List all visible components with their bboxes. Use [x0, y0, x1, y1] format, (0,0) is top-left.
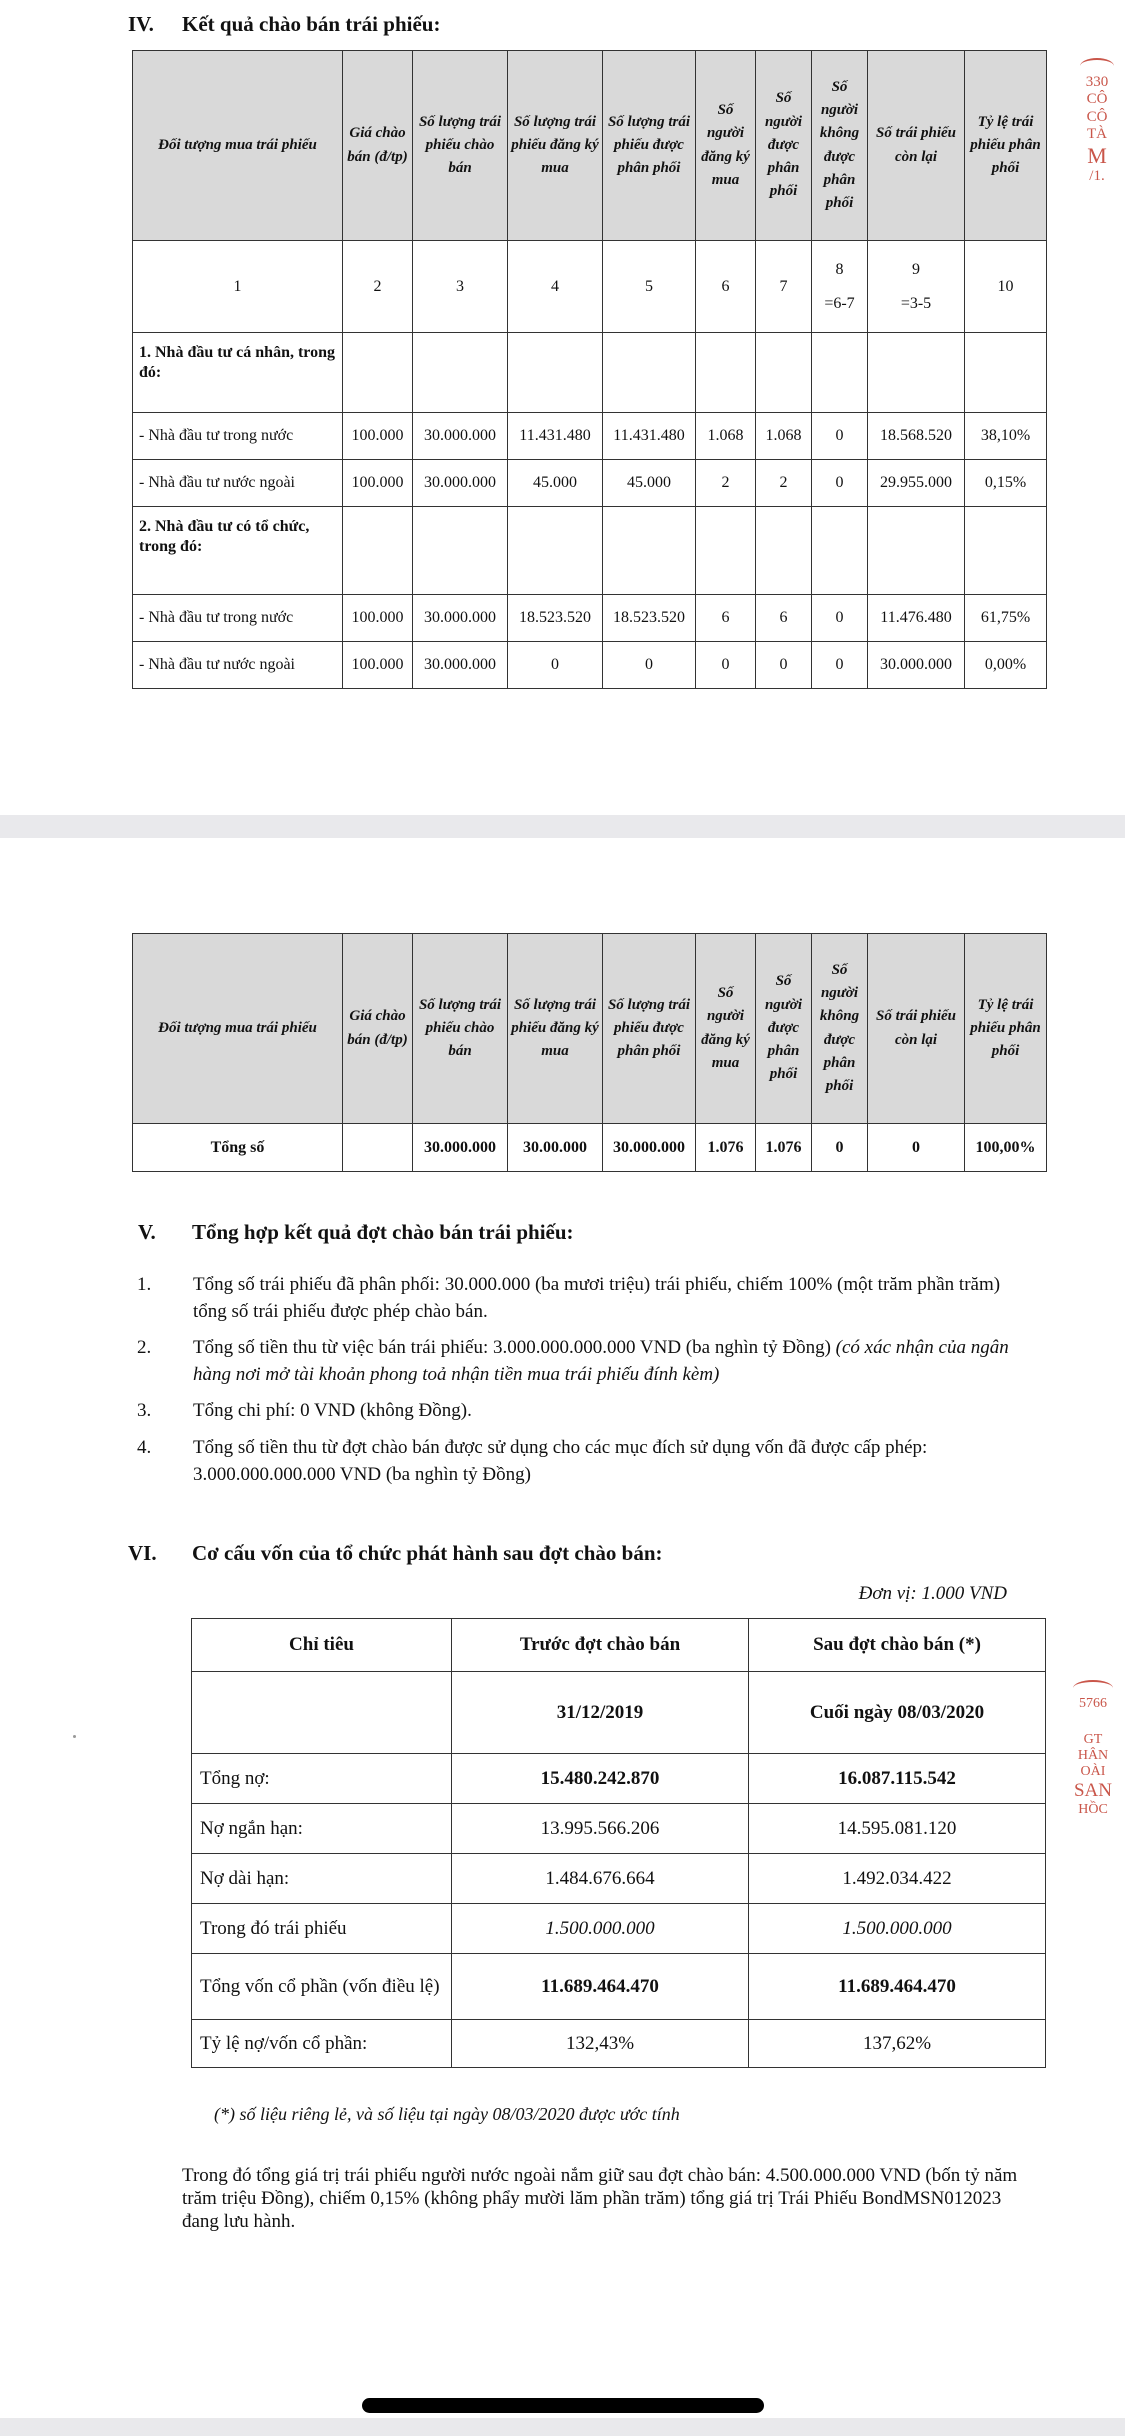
- stamp-arc: [1073, 1680, 1113, 1696]
- col-header: Sau đợt chào bán (*): [749, 1619, 1046, 1672]
- home-indicator[interactable]: [362, 2398, 764, 2413]
- cell: [343, 1124, 413, 1172]
- document-page-1: [0, 0, 1125, 815]
- table-row: [192, 1854, 1046, 1904]
- cell: 100.000: [343, 413, 413, 460]
- header-row: [192, 1619, 1046, 1672]
- col-header: Giá chào bán (đ/tp): [343, 51, 413, 241]
- col-header: Đối tượng mua trái phiếu: [133, 934, 343, 1124]
- col-header: Số lượng trái phiếu chào bán: [413, 51, 508, 241]
- index-cell: 4: [508, 241, 603, 333]
- stamp-text: M: [1087, 143, 1107, 168]
- index-cell: 5: [603, 241, 696, 333]
- index-cell: 6: [696, 241, 756, 333]
- index-cell: [812, 241, 868, 333]
- group-row: [133, 333, 1047, 413]
- item-number: 3.: [137, 1400, 152, 1422]
- row-label: Tỷ lệ nợ/vốn cổ phần:: [192, 2020, 452, 2068]
- col-header: Số người đăng ký mua: [696, 51, 756, 241]
- col-header: Số trái phiếu còn lại: [868, 934, 965, 1124]
- item-text: [193, 1272, 1017, 1325]
- date-row: [192, 1672, 1046, 1754]
- section-4-title: [128, 12, 440, 37]
- cell: 0,00%: [965, 642, 1047, 689]
- cell: 45.000: [508, 460, 603, 507]
- stamp-text: SAN: [1073, 1780, 1112, 1802]
- index-cell: 2: [343, 241, 413, 333]
- bond-total-table: [132, 933, 1047, 1172]
- index-row: [133, 241, 1047, 333]
- section-5-list: [137, 1272, 1017, 1498]
- row-label: Tổng nợ:: [192, 1754, 452, 1804]
- cell: 30.000.000: [413, 413, 508, 460]
- cell: 30.000.000: [413, 642, 508, 689]
- cell: 11.476.480: [868, 595, 965, 642]
- header-row: [133, 51, 1047, 241]
- row-label: - Nhà đầu tư trong nước: [133, 595, 343, 642]
- total-row: [133, 1124, 1047, 1172]
- foreign-holding-paragraph: Trong đó tổng giá trị trái phiếu người nước ngoài nắm giữ sau đợt chào bán: 4.500.000.000 VND (bốn tỷ năm trăm triệu Đồng), chiếm 0,15% (không phẩy mười lăm phần trăm) tổng giá trị Trái Phiếu BondMSN012023 đang lưu hành.: [182, 2165, 1018, 2232]
- col-header: Tỷ lệ trái phiếu phân phối: [965, 934, 1047, 1124]
- stamp-text: OÀI: [1080, 1764, 1106, 1780]
- item-body: Tổng số tiền thu từ đợt chào bán được sử dụng cho các mục đích sử dụng vốn đã được cấp phép: 3.000.000.000.000 VND (ba nghìn tỷ Đồng): [193, 1436, 928, 1485]
- cell: 0: [812, 460, 868, 507]
- table-row: [133, 460, 1047, 507]
- cell: 13.995.566.206: [452, 1804, 749, 1854]
- cell: 137,62%: [749, 2020, 1046, 2068]
- cell: 0: [696, 642, 756, 689]
- bond-results-table: [132, 50, 1047, 689]
- item-number: 2.: [137, 1337, 152, 1359]
- index-number: 9: [912, 260, 920, 278]
- cell: 18.523.520: [508, 595, 603, 642]
- item-number: 4.: [137, 1436, 152, 1458]
- cell: 100.000: [343, 595, 413, 642]
- list-item: [137, 1335, 1017, 1388]
- cell: 0: [812, 1124, 868, 1172]
- row-label: Trong đó trái phiếu: [192, 1904, 452, 1954]
- cell: 1.500.000.000: [749, 1904, 1046, 1954]
- section-4-heading: Kết quả chào bán trái phiếu:: [182, 12, 441, 36]
- col-header: Số trái phiếu còn lại: [868, 51, 965, 241]
- list-item: [137, 1272, 1017, 1325]
- cell: 30.000.000: [868, 642, 965, 689]
- cell: 29.955.000: [868, 460, 965, 507]
- red-stamp-mark-top: [1080, 58, 1114, 186]
- cell: 30.000.000: [413, 595, 508, 642]
- item-text: [193, 1398, 1017, 1425]
- cell: 2: [696, 460, 756, 507]
- red-stamp-mark-bottom: [1073, 1680, 1113, 1818]
- cell: 0: [756, 642, 812, 689]
- section-5-heading: Tổng hợp kết quả đợt chào bán trái phiếu:: [192, 1220, 574, 1244]
- item-body: Tổng số trái phiếu đã phân phối: 30.000.000 (ba mươi triệu) trái phiếu, chiếm 100% (một trăm phần trăm) tổng số trái phiếu được phép chào bán.: [193, 1274, 1001, 1322]
- col-header: Trước đợt chào bán: [452, 1619, 749, 1672]
- cell: 11.689.464.470: [749, 1954, 1046, 2020]
- row-label: - Nhà đầu tư nước ngoài: [133, 460, 343, 507]
- item-italic-note: (có xác nhận của ngân hàng nơi mở tài khoản phong toả nhận tiền mua trái phiếu đính kèm): [193, 1337, 1009, 1385]
- cell: 0: [812, 642, 868, 689]
- index-cell: [868, 241, 965, 333]
- col-header: Tỷ lệ trái phiếu phân phối: [965, 51, 1047, 241]
- stamp-arc: [1080, 58, 1114, 74]
- stamp-text: 330: [1085, 74, 1109, 90]
- footnote: (*) số liệu riêng lẻ, và số liệu tại ngày 08/03/2020 được ước tính: [214, 2104, 680, 2124]
- index-formula: =6-7: [824, 294, 855, 312]
- cell: 1.484.676.664: [452, 1854, 749, 1904]
- cell: 100.000: [343, 642, 413, 689]
- section-4-number: IV.: [128, 12, 154, 36]
- cell: 1.068: [756, 413, 812, 460]
- cell: 0: [603, 642, 696, 689]
- stamp-text: CÔ: [1086, 108, 1108, 125]
- col-header: Đối tượng mua trái phiếu: [133, 51, 343, 241]
- date-before: 31/12/2019: [452, 1672, 749, 1754]
- cell: 1.068: [696, 413, 756, 460]
- col-header: Số lượng trái phiếu đăng ký mua: [508, 934, 603, 1124]
- cell: 6: [696, 595, 756, 642]
- row-label: - Nhà đầu tư trong nước: [133, 413, 343, 460]
- cell: 0: [812, 595, 868, 642]
- cell: 16.087.115.542: [749, 1754, 1046, 1804]
- group-label: 2. Nhà đầu tư có tổ chức, trong đó:: [133, 507, 343, 595]
- col-header: Số người không được phân phối: [812, 51, 868, 241]
- index-number: 8: [835, 260, 844, 278]
- stamp-text: GT: [1083, 1732, 1103, 1748]
- col-header: Số người không được phân phối: [812, 934, 868, 1124]
- row-label: Nợ dài hạn:: [192, 1854, 452, 1904]
- cell: 6: [756, 595, 812, 642]
- index-cell: 7: [756, 241, 812, 333]
- col-header: Giá chào bán (đ/tp): [343, 934, 413, 1124]
- cell: 100,00%: [965, 1124, 1047, 1172]
- stamp-text: TÀ: [1087, 125, 1107, 142]
- section-5-title: [138, 1220, 574, 1245]
- table-row: [192, 1954, 1046, 2020]
- cell: 38,10%: [965, 413, 1047, 460]
- item-text: [193, 1435, 1017, 1488]
- cell: 14.595.081.120: [749, 1804, 1046, 1854]
- item-body: Tổng chi phí: 0 VND (không Đồng).: [193, 1400, 472, 1422]
- cell: 45.000: [603, 460, 696, 507]
- col-header: Chỉ tiêu: [192, 1619, 452, 1672]
- cell: 11.431.480: [508, 413, 603, 460]
- col-header: Số người đăng ký mua: [696, 934, 756, 1124]
- cell: [192, 1672, 452, 1754]
- index-cell: 3: [413, 241, 508, 333]
- stamp-text: HỒC: [1078, 1802, 1108, 1818]
- section-6-heading: Cơ cấu vốn của tổ chức phát hành sau đợt chào bán:: [192, 1541, 663, 1565]
- cell: 1.492.034.422: [749, 1854, 1046, 1904]
- total-label: Tổng số: [133, 1124, 343, 1172]
- capital-structure-table: [191, 1618, 1046, 2068]
- cell: 0: [812, 413, 868, 460]
- stamp-text: 5766: [1079, 1696, 1107, 1711]
- row-label: Nợ ngắn hạn:: [192, 1804, 452, 1854]
- cell: 30.000.000: [413, 1124, 508, 1172]
- stamp-text: /1.: [1089, 168, 1105, 185]
- cell: 18.568.520: [868, 413, 965, 460]
- stamp-text: HÂN: [1077, 1748, 1109, 1764]
- row-label: Tổng vốn cổ phần (vốn điều lệ): [192, 1954, 452, 2020]
- item-number: 1.: [137, 1274, 152, 1295]
- section-6-title: [128, 1541, 663, 1566]
- section-6-number: VI.: [128, 1541, 157, 1565]
- row-label: - Nhà đầu tư nước ngoài: [133, 642, 343, 689]
- item-body: Tổng số tiền thu từ việc bán trái phiếu: 3.000.000.000.000 VND (ba nghìn tỷ Đồng): [193, 1337, 836, 1359]
- cell: 1.076: [696, 1124, 756, 1172]
- cell: 1.076: [756, 1124, 812, 1172]
- cell: 100.000: [343, 460, 413, 507]
- unit-label: Đơn vị: 1.000 VND: [858, 1583, 1007, 1604]
- table-row: [192, 1904, 1046, 1954]
- scan-speck: [73, 1735, 76, 1738]
- list-item: [137, 1398, 1017, 1425]
- col-header: Số người được phân phối: [756, 934, 812, 1124]
- cell: 18.523.520: [603, 595, 696, 642]
- table-row: [133, 413, 1047, 460]
- cell: 15.480.242.870: [452, 1754, 749, 1804]
- group-label: 1. Nhà đầu tư cá nhân, trong đó:: [133, 333, 343, 413]
- index-formula: =3-5: [900, 294, 932, 312]
- cell: 30.000.000: [603, 1124, 696, 1172]
- table-row: [192, 1754, 1046, 1804]
- header-row: [133, 934, 1047, 1124]
- table-row: [192, 1804, 1046, 1854]
- list-item: [137, 1435, 1017, 1488]
- col-header: Số lượng trái phiếu chào bán: [413, 934, 508, 1124]
- cell: 2: [756, 460, 812, 507]
- date-after: Cuối ngày 08/03/2020: [749, 1672, 1046, 1754]
- col-header: Số lượng trái phiếu được phân phối: [603, 51, 696, 241]
- section-5-number: V.: [138, 1220, 156, 1244]
- cell: 11.689.464.470: [452, 1954, 749, 2020]
- index-cell: 1: [133, 241, 343, 333]
- cell: 61,75%: [965, 595, 1047, 642]
- table-row: [133, 642, 1047, 689]
- cell: 30.00.000: [508, 1124, 603, 1172]
- cell: 30.000.000: [413, 460, 508, 507]
- cell: 0: [868, 1124, 965, 1172]
- cell: 1.500.000.000: [452, 1904, 749, 1954]
- cell: 132,43%: [452, 2020, 749, 2068]
- col-header: Số người được phân phối: [756, 51, 812, 241]
- group-row: [133, 507, 1047, 595]
- index-cell: 10: [965, 241, 1047, 333]
- col-header: Số lượng trái phiếu được phân phối: [603, 934, 696, 1124]
- table-row: [133, 595, 1047, 642]
- stamp-text: CÔ: [1086, 91, 1108, 108]
- col-header: Số lượng trái phiếu đăng ký mua: [508, 51, 603, 241]
- table-row: [192, 2020, 1046, 2068]
- cell: 0,15%: [965, 460, 1047, 507]
- item-text: [193, 1335, 1017, 1388]
- cell: 0: [508, 642, 603, 689]
- cell: 11.431.480: [603, 413, 696, 460]
